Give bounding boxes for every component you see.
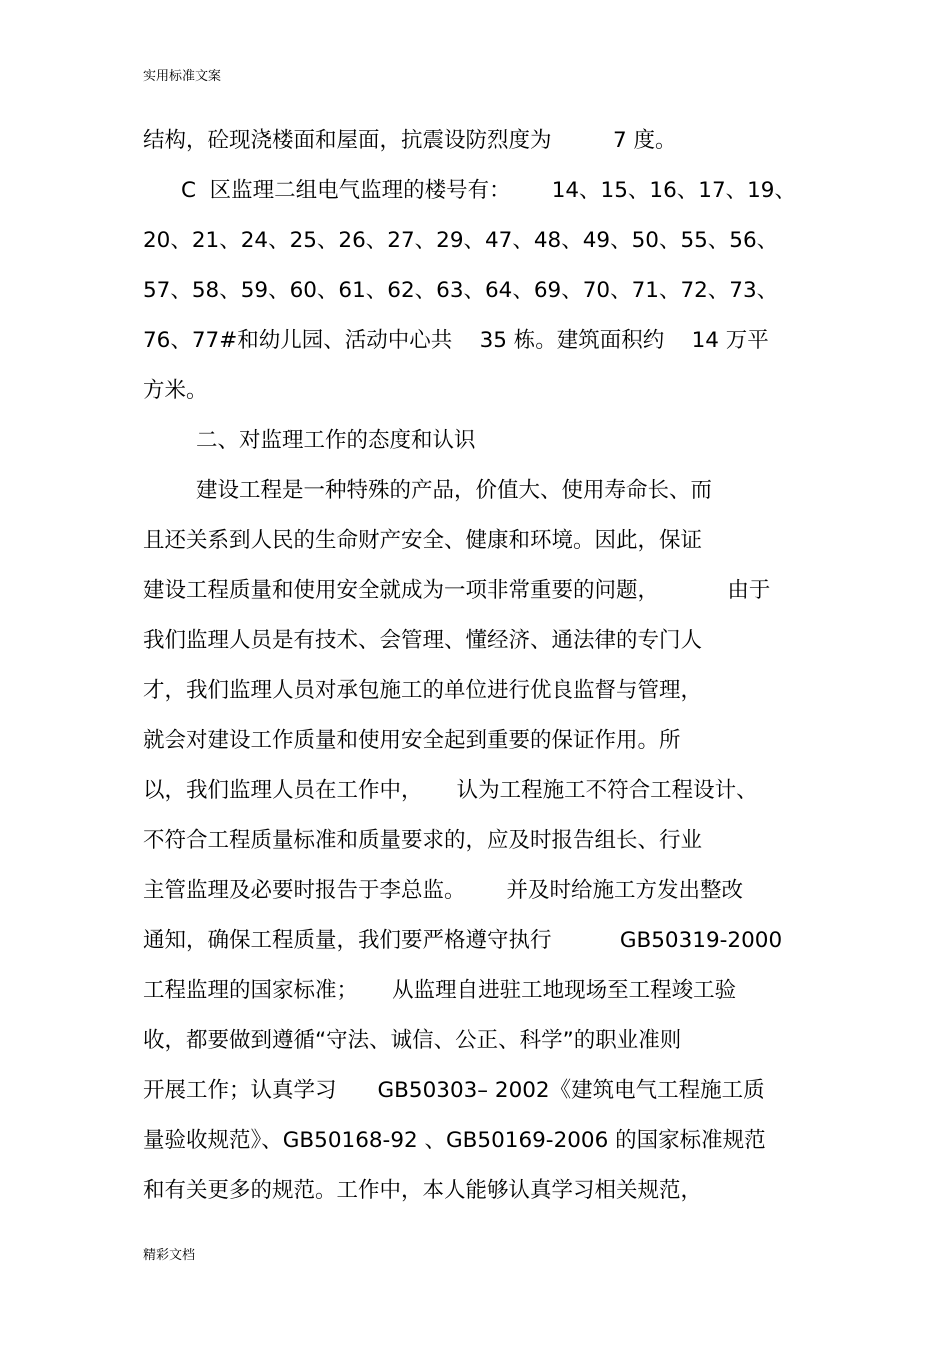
body-line-20: 开展工作；认真学习 GB50303– 2002《建筑电气工程施工质 (143, 1078, 765, 1103)
body-line-6: 方米。 (143, 378, 208, 403)
body-line-8: 建设工程是一种特殊的产品，价值大、使用寿命长、而 (196, 478, 713, 503)
body-line-13: 就会对建设工作质量和使用安全起到重要的保证作用。所 (143, 728, 681, 753)
body-line-10: 建设工程质量和使用安全就成为一项非常重要的问题， 由于 (143, 578, 771, 603)
body-line-4: 57、58、59、60、61、62、63、64、69、70、71、72、73、 (143, 278, 779, 303)
section-heading: 二、对监理工作的态度和认识 (196, 428, 476, 453)
body-line-21: 量验收规范》、GB50168-92 、GB50169-2006 的国家标准规范 (143, 1128, 766, 1153)
body-line-18: 工程监理的国家标准； 从监理自进驻工地现场至工程竣工验 (143, 978, 737, 1003)
body-line-22: 和有关更多的规范。工作中，本人能够认真学习相关规范， (143, 1178, 703, 1203)
body-line-12: 才，我们监理人员对承包施工的单位进行优良监督与管理， (143, 678, 703, 703)
page-header: 实用标准文案 (143, 69, 222, 84)
body-line-1: 结构，砼现浇楼面和屋面，抗震设防烈度为 7 度。 (143, 128, 677, 153)
body-line-9: 且还关系到人民的生命财产安全、健康和环境。因此，保证 (143, 528, 703, 553)
body-line-11: 我们监理人员是有技术、会管理、懂经济、通法律的专门人 (143, 628, 703, 653)
body-line-17: 通知，确保工程质量，我们要严格遵守执行 GB50319-2000 (143, 928, 783, 953)
body-line-3: 20、21、24、25、26、27、29、47、48、49、50、55、56、 (143, 228, 779, 253)
body-line-16: 主管监理及必要时报告于李总监。 并及时给施工方发出整改 (143, 878, 744, 903)
page-footer: 精彩文档 (143, 1248, 196, 1263)
body-line-14: 以，我们监理人员在工作中， 认为工程施工不符合工程设计、 (143, 778, 758, 803)
body-line-2: C 区监理二组电气监理的楼号有： 14、15、16、17、19、 (181, 178, 796, 203)
body-line-15: 不符合工程质量标准和质量要求的，应及时报告组长、行业 (143, 828, 703, 853)
body-line-5: 76、77#和幼儿园、活动中心共 35 栋。建筑面积约 14 万平 (143, 328, 769, 353)
body-line-19: 收，都要做到遵循“守法、诚信、公正、科学”的职业准则 (143, 1028, 682, 1053)
